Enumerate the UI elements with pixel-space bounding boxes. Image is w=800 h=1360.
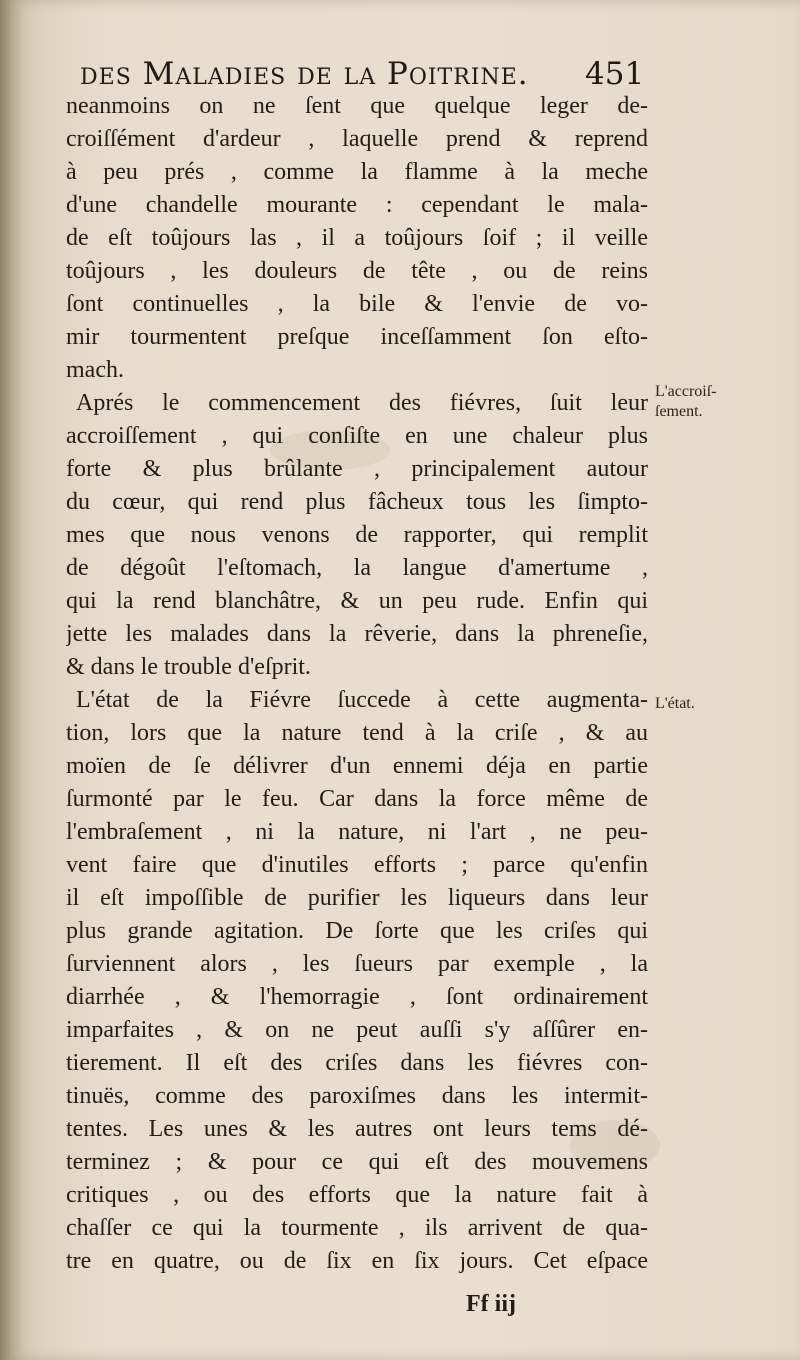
text-line: L'état de la Fiévre ſuccede à cette augmenta-: [76, 687, 648, 713]
text-line: chaſſer ce qui la tourmente , ils arrivent de qua-: [66, 1215, 648, 1241]
margin-note-accroissement-2: ſement.: [655, 403, 703, 420]
text-line: jette les malades dans la rêverie, dans la phreneſie,: [66, 621, 648, 647]
text-line: accroiſſement , qui conſiſte en une chaleur plus: [66, 423, 648, 449]
page-number: 451: [585, 56, 645, 92]
running-head-title: des Maladies de la Poitrine.: [80, 56, 529, 92]
text-line: Aprés le commencement des fiévres, ſuit leur: [76, 390, 648, 416]
text-line: terminez ; & pour ce qui eſt des mouvemens: [66, 1149, 648, 1175]
text-line: vent faire que d'inutiles efforts ; parce qu'enfin: [66, 852, 648, 878]
text-line: tinuës, comme des paroxiſmes dans les intermit-: [66, 1083, 648, 1109]
text-line: mach.: [66, 357, 124, 383]
text-line: imparfaites , & on ne peut auſſi s'y aſſûrer en-: [66, 1017, 648, 1043]
text-line: du cœur, qui rend plus fâcheux tous les ſimpto-: [66, 489, 648, 515]
text-line: ſurviennent alors , les ſueurs par exemple , la: [66, 951, 648, 977]
text-line: neanmoins on ne ſent que quelque leger de-: [66, 93, 648, 119]
text-line: tentes. Les unes & les autres ont leurs tems dé-: [66, 1116, 648, 1142]
text-line: l'embraſement , ni la nature, ni l'art , ne peu-: [66, 819, 648, 845]
text-line: plus grande agitation. De ſorte que les criſes qui: [66, 918, 648, 944]
text-line: & dans le trouble d'eſprit.: [66, 654, 311, 680]
body-text: [66, 90, 648, 1278]
text-line: tierement. Il eſt des criſes dans les fiévres con-: [66, 1050, 648, 1076]
margin-note-etat: L'état.: [655, 695, 695, 712]
text-line: mes que nous venons de rapporter, qui remplit: [66, 522, 648, 548]
text-line: d'une chandelle mourante : cependant le mala-: [66, 192, 648, 218]
text-line: moïen de ſe délivrer d'un ennemi déja en partie: [66, 753, 648, 779]
text-line: forte & plus brûlante , principalement autour: [66, 456, 648, 482]
margin-note-accroissement-1: L'accroiſ-: [655, 383, 717, 400]
text-line: qui la rend blanchâtre, & un peu rude. Enfin qui: [66, 588, 648, 614]
text-line: ſurmonté par le feu. Car dans la force même de: [66, 786, 648, 812]
text-line: tion, lors que la nature tend à la criſe , & au: [66, 720, 648, 746]
text-line: il eſt impoſſible de purifier les liqueurs dans leur: [66, 885, 648, 911]
text-line: critiques , ou des efforts que la nature fait à: [66, 1182, 648, 1208]
text-line: toûjours , les douleurs de tête , ou de reins: [66, 258, 648, 284]
text-line: diarrhée , & l'hemorragie , ſont ordinairement: [66, 984, 648, 1010]
signature-mark: Ff iij: [466, 1291, 516, 1317]
text-line: mir tourmentent preſque inceſſamment ſon eſto-: [66, 324, 648, 350]
text-line: ſont continuelles , la bile & l'envie de vo-: [66, 291, 648, 317]
text-line: de eſt toûjours las , il a toûjours ſoif ; il veille: [66, 225, 648, 251]
text-line: à peu prés , comme la flamme à la meche: [66, 159, 648, 185]
text-line: croiſſément d'ardeur , laquelle prend & reprend: [66, 126, 648, 152]
text-line: tre en quatre, ou de ſix en ſix jours. Cet eſpace: [66, 1248, 648, 1274]
text-line: de dégoût l'eſtomach, la langue d'amertume ,: [66, 555, 648, 581]
